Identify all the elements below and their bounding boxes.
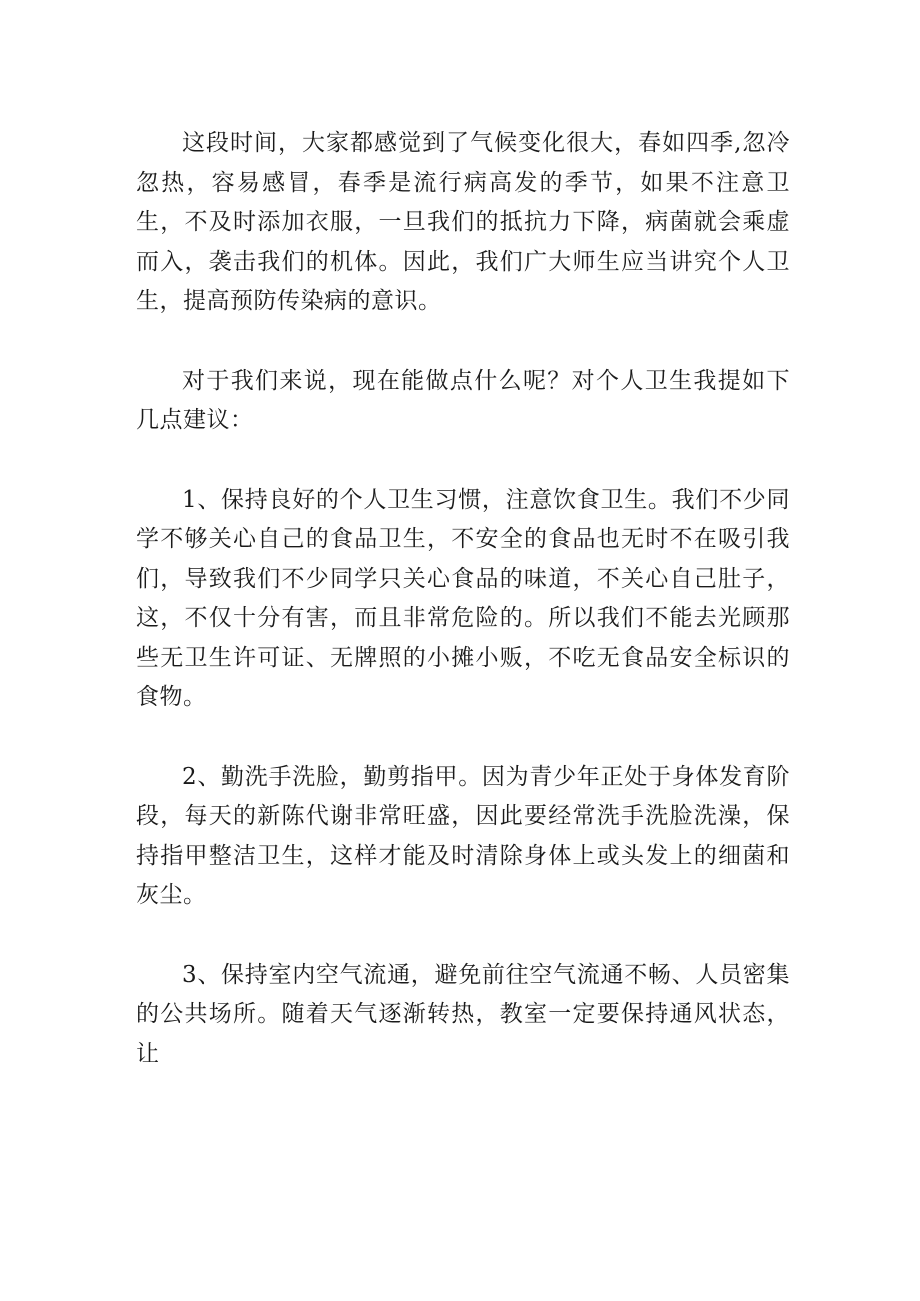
- paragraph-suggestion-2: 2、勤洗手洗脸，勤剪指甲。因为青少年正处于身体发育阶段，每天的新陈代谢非常旺盛，因此要经常洗手洗脸洗澡，保持指甲整洁卫生，这样才能及时清除身体上或头发上的细菌和灰尘。: [136, 763, 790, 908]
- paragraph-suggestion-1: 1、保持良好的个人卫生习惯，注意饮食卫生。我们不少同学不够关心自己的食品卫生，不安全的食品也无时不在吸引我们，导致我们不少同学只关心食品的味道，不关心自己肚子，这，不仅十分有害，而且非常危险的。所以我们不能去光顾那些无卫生许可证、无牌照的小摊小贩，不吃无食品安全标识的食物。: [136, 486, 790, 710]
- paragraph-question: 对于我们来说，现在能做点什么呢？对个人卫生我提如下几点建议：: [136, 367, 790, 433]
- document-body: [136, 124, 790, 1114]
- paragraph-intro: 这段时间，大家都感觉到了气候变化很大，春如四季,忽冷忽热，容易感冒，春季是流行病高发的季节，如果不注意卫生，不及时添加衣服，一旦我们的抵抗力下降，病菌就会乘虚而入，袭击我们的机体。因此，我们广大师生应当讲究个人卫生，提高预防传染病的意识。: [136, 130, 790, 314]
- paragraph-suggestion-3: 3、保持室内空气流通，避免前往空气流通不畅、人员密集的公共场所。随着天气逐渐转热，教室一定要保持通风状态，让: [136, 961, 790, 1067]
